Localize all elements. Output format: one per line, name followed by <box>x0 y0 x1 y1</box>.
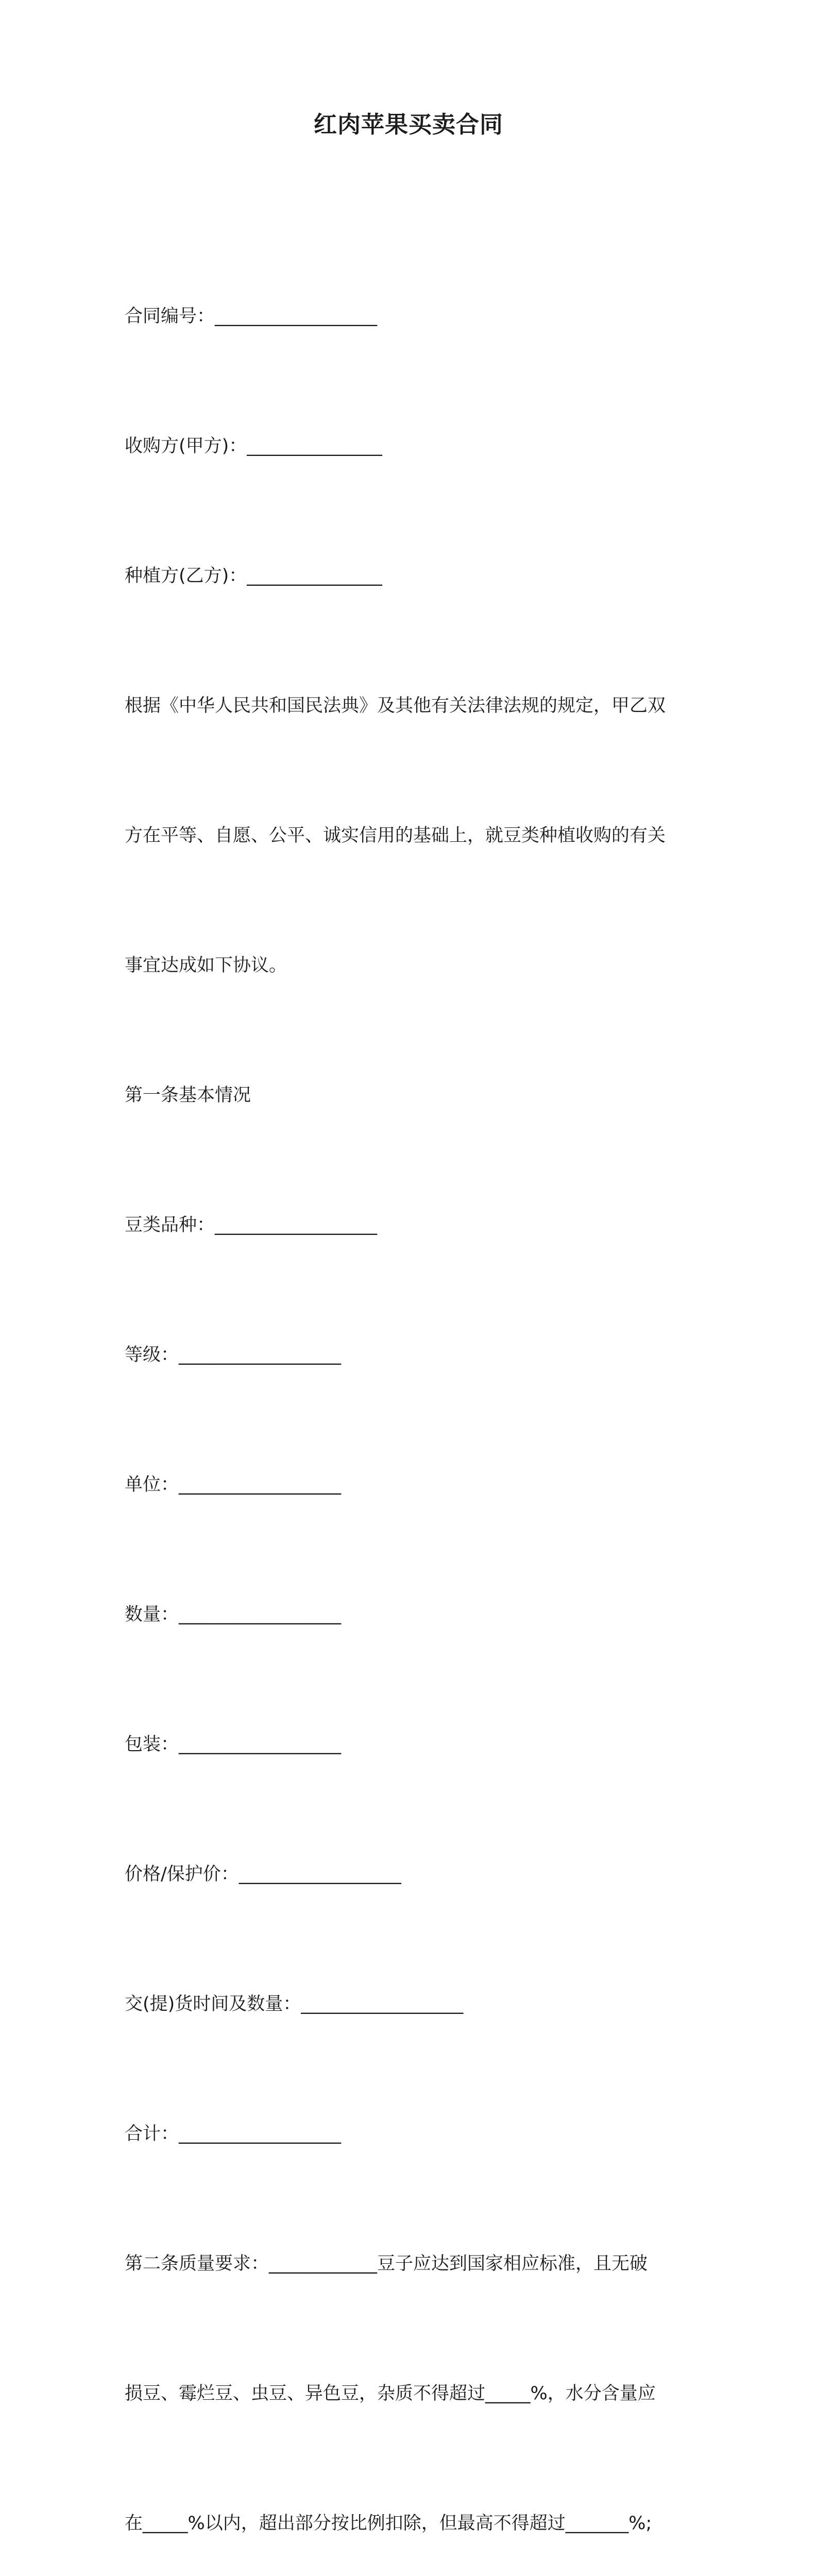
grade-field: 等级：__________________ <box>125 1345 342 1365</box>
article-2-line-1: 第二条质量要求：____________豆子应达到国家相应标准，且无破 <box>125 2253 648 2274</box>
buyer-field: 收购方(甲方)：_______________ <box>125 436 382 456</box>
article-1-heading: 第一条基本情况 <box>125 1085 251 1106</box>
grower-field: 种植方(乙方)：_______________ <box>125 566 382 586</box>
packaging-field: 包装：__________________ <box>125 1734 342 1755</box>
article-2-line-3: 在_____%以内，超出部分按比例扣除，但最高不得超过_______%; <box>125 2513 652 2534</box>
delivery-time-field: 交(提)货时间及数量：__________________ <box>125 1994 464 2014</box>
unit-field: 单位：__________________ <box>125 1475 342 1495</box>
total-field: 合计：__________________ <box>125 2124 342 2144</box>
preamble-line-1: 根据《中华人民共和国民法典》及其他有关法律法规的规定，甲乙双 <box>125 696 666 716</box>
contract-number-field: 合同编号：__________________ <box>125 306 378 327</box>
preamble-line-2: 方在平等、自愿、公平、诚实信用的基础上，就豆类种植收购的有关 <box>125 825 666 846</box>
preamble-line-3: 事宜达成如下协议。 <box>125 955 287 976</box>
document-body <box>125 208 702 2576</box>
price-field: 价格/保护价：__________________ <box>125 1864 401 1885</box>
bean-variety-field: 豆类品种：__________________ <box>125 1215 378 1235</box>
quantity-field: 数量：__________________ <box>125 1604 342 1625</box>
document-title: 红肉苹果买卖合同 <box>313 111 503 138</box>
article-2-line-2: 损豆、霉烂豆、虫豆、异色豆，杂质不得超过_____%，水分含量应 <box>125 2383 656 2404</box>
